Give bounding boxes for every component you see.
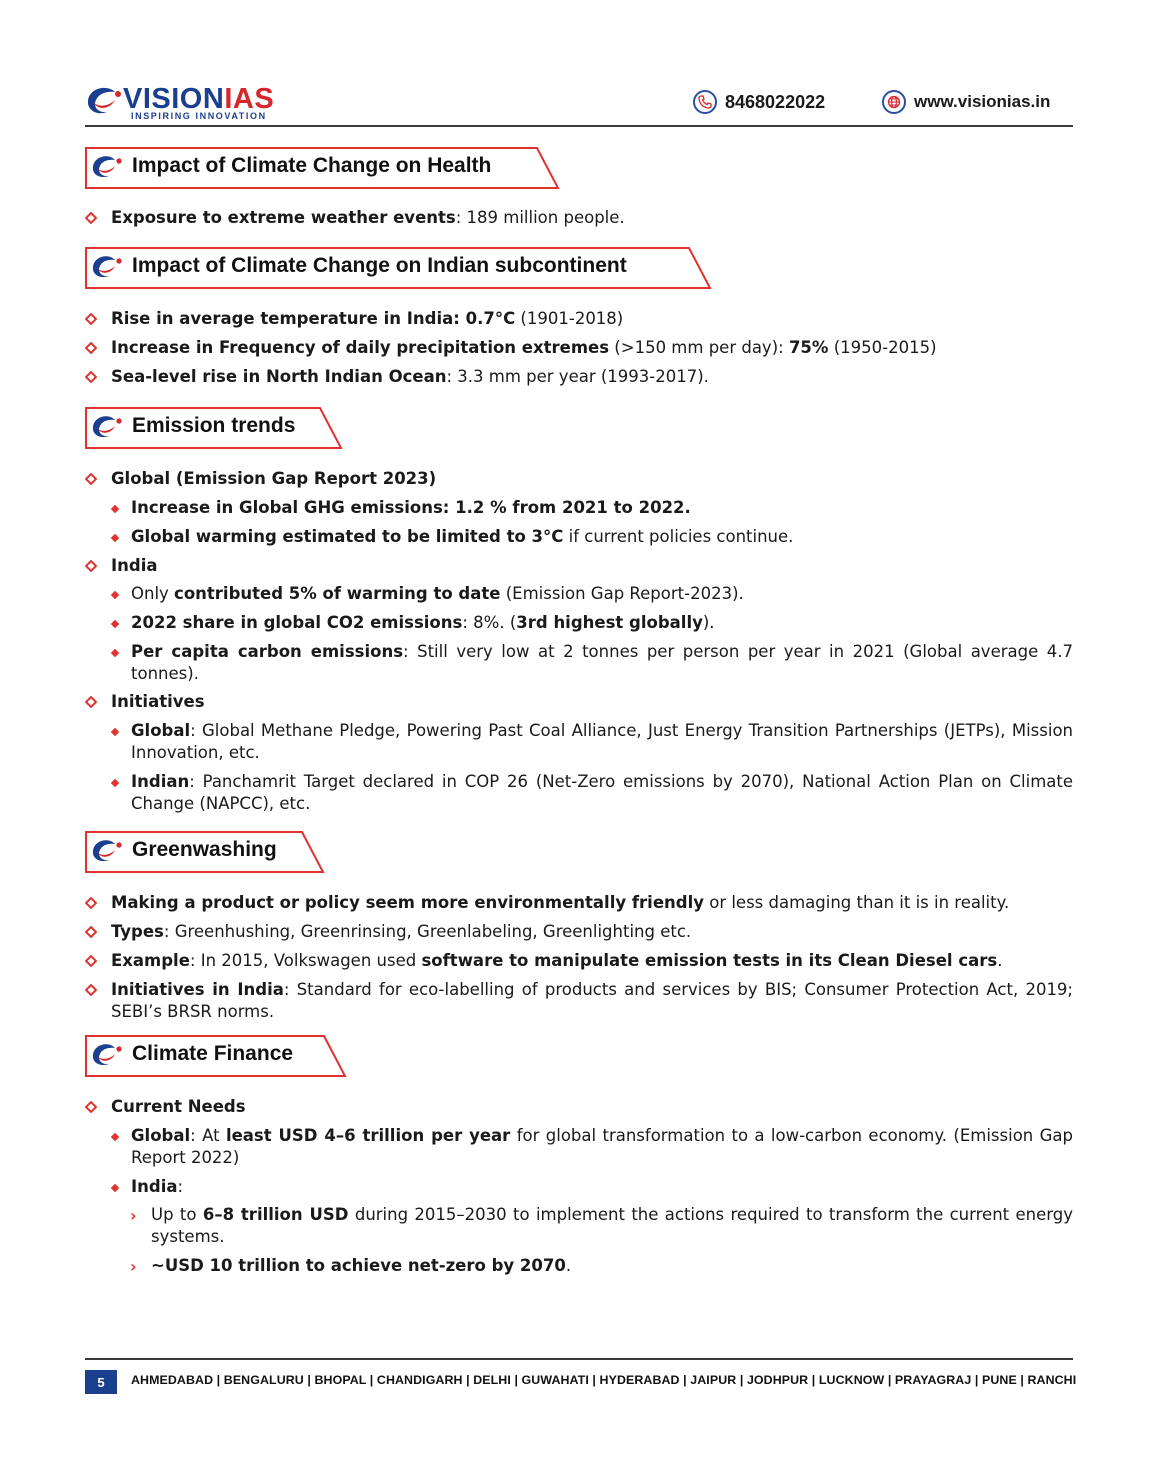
list-item: 2022 share in global CO2 emissions: 8%. (3rd highest globally). <box>131 613 715 632</box>
section-logo-icon <box>91 839 125 863</box>
list-item: Per capita carbon emissions: Still very low at 2 tonnes per person per year in 2021 (Global average 4.7 tonnes). <box>131 642 1073 683</box>
diamond-bullet-icon <box>85 473 97 485</box>
page-number: 5 <box>85 1370 117 1394</box>
small-diamond-bullet-icon <box>110 533 120 543</box>
diamond-bullet-icon <box>85 955 97 967</box>
section-logo-icon <box>91 255 125 279</box>
section-banner-greenwashing <box>85 831 325 871</box>
chevron-right-icon: › <box>130 1257 137 1276</box>
phone-icon <box>693 90 717 114</box>
list-heading: Initiatives <box>111 692 205 711</box>
section-banner-emission <box>85 407 343 447</box>
list-item: Sea-level rise in North Indian Ocean: 3.3 mm per year (1993-2017). <box>111 367 709 386</box>
list-item: ~USD 10 trillion to achieve net-zero by 2070. <box>151 1256 572 1275</box>
logo-brand-accent-text: IAS <box>224 83 275 115</box>
diamond-bullet-icon <box>85 926 97 938</box>
page-header <box>85 80 1073 126</box>
list-heading: India: <box>131 1177 184 1196</box>
diamond-bullet-icon <box>85 560 97 572</box>
diamond-bullet-icon <box>85 212 97 224</box>
footer-cities: AHMEDABAD | BENGALURU | BHOPAL | CHANDIGARH | DELHI | GUWAHATI | HYDERABAD | JAIPUR | JODHPUR | LUCKNOW | PRAYAGRAJ | PUNE | RANCHI <box>131 1373 1077 1387</box>
small-diamond-bullet-icon <box>110 1183 120 1193</box>
diamond-bullet-icon <box>85 1101 97 1113</box>
list-item: Making a product or policy seem more environmentally friendly or less damaging than it is in reality. <box>111 893 1010 912</box>
logo-tagline: INSPIRING INNOVATION <box>131 111 267 121</box>
logo-brand-text: VISION <box>123 83 225 115</box>
list-item: Exposure to extreme weather events: 189 million people. <box>111 208 625 227</box>
diamond-bullet-icon <box>85 342 97 354</box>
section-logo-icon <box>91 155 125 179</box>
globe-icon <box>882 90 906 114</box>
section-banner-subcontinent <box>85 247 712 287</box>
list-item: Global: Global Methane Pledge, Powering Past Coal Alliance, Just Energy Transition Partnerships (JETPs), Mission Innovation, etc. <box>131 721 1073 762</box>
list-item: Global warming estimated to be limited to 3°C if current policies continue. <box>131 527 794 546</box>
list-heading: Current Needs <box>111 1097 246 1116</box>
section-title: Impact of Climate Change on Health <box>132 154 492 177</box>
small-diamond-bullet-icon <box>110 778 120 788</box>
logo-swoosh-icon <box>85 86 121 116</box>
section-title: Climate Finance <box>132 1042 294 1065</box>
section-banner-health <box>85 147 560 187</box>
section-title: Emission trends <box>132 414 296 437</box>
section-title: Greenwashing <box>132 838 277 861</box>
list-item: Increase in Global GHG emissions: 1.2 % from 2021 to 2022. <box>131 498 691 517</box>
phone-contact[interactable] <box>693 90 825 114</box>
list-item: Up to 6–8 trillion USD during 2015–2030 to implement the actions required to transform the current energy systems. <box>151 1205 1073 1246</box>
diamond-bullet-icon <box>85 313 97 325</box>
section-title: Impact of Climate Change on Indian subcontinent <box>132 254 627 277</box>
phone-number: 8468022022 <box>725 91 826 112</box>
list-item: Global: At least USD 4–6 trillion per year for global transformation to a low-carbon economy. (Emission Gap Report 2022) <box>131 1126 1074 1167</box>
small-diamond-bullet-icon <box>110 590 120 600</box>
section-logo-icon <box>91 415 125 439</box>
list-item: Indian: Panchamrit Target declared in COP 26 (Net-Zero emissions by 2070), National Action Plan on Climate Change (NAPCC), etc. <box>131 772 1073 813</box>
list-item: Rise in average temperature in India: 0.7°C (1901-2018) <box>111 309 624 328</box>
footer-divider <box>85 1358 1073 1360</box>
diamond-bullet-icon <box>85 984 97 996</box>
small-diamond-bullet-icon <box>110 727 120 737</box>
list-heading: Global (Emission Gap Report 2023) <box>111 469 437 488</box>
list-item: Only contributed 5% of warming to date (Emission Gap Report-2023). <box>131 584 744 603</box>
website-url: www.visionias.in <box>914 92 1051 111</box>
list-item: Types: Greenhushing, Greenrinsing, Greenlabeling, Greenlighting etc. <box>111 922 692 941</box>
diamond-bullet-icon <box>85 897 97 909</box>
section-banner-finance <box>85 1035 347 1075</box>
header-divider <box>85 125 1073 127</box>
list-item: Initiatives in India: Standard for eco-labelling of products and services by BIS; Consumer Protection Act, 2019; SEBI’s BRSR norms. <box>111 980 1073 1021</box>
small-diamond-bullet-icon <box>110 648 120 658</box>
list-item: Example: In 2015, Volkswagen used software to manipulate emission tests in its Clean Diesel cars. <box>111 951 1003 970</box>
small-diamond-bullet-icon <box>110 1132 120 1142</box>
small-diamond-bullet-icon <box>110 504 120 514</box>
diamond-bullet-icon <box>85 696 97 708</box>
section-logo-icon <box>91 1043 125 1067</box>
website-contact[interactable] <box>882 90 1050 114</box>
chevron-right-icon: › <box>130 1206 137 1225</box>
small-diamond-bullet-icon <box>110 619 120 629</box>
list-item: Increase in Frequency of daily precipitation extremes (>150 mm per day): 75% (1950-2015) <box>111 338 937 357</box>
diamond-bullet-icon <box>85 371 97 383</box>
list-heading: India <box>111 556 158 575</box>
